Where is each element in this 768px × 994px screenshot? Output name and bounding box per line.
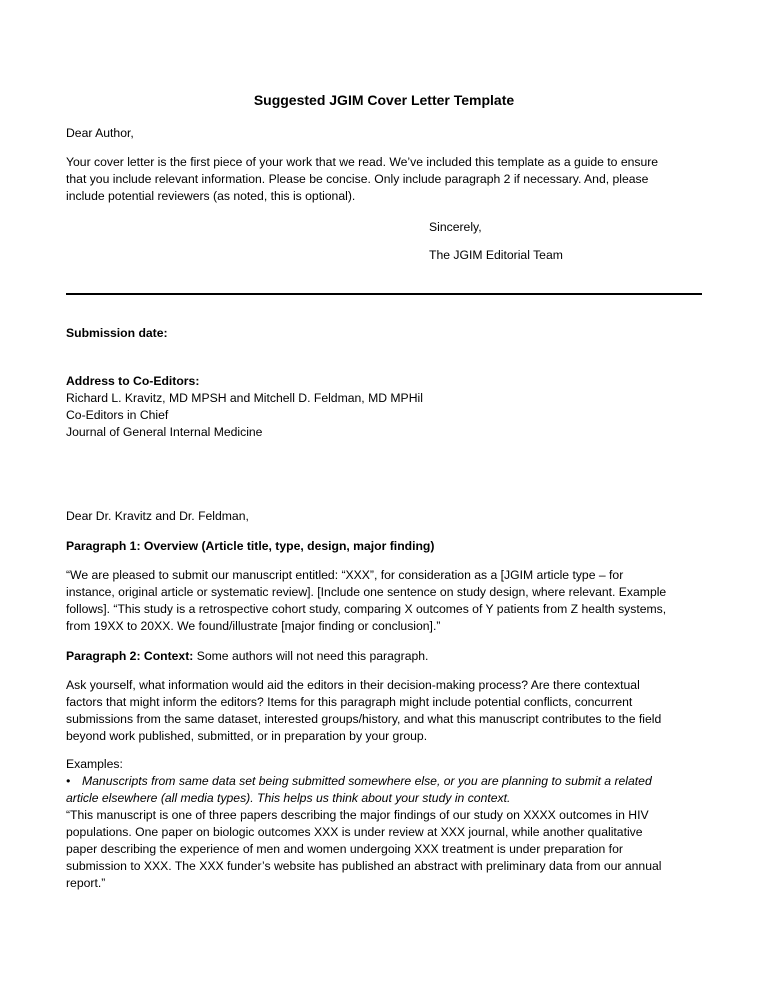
example-quote-line: populations. One paper on biologic outcomes XXX is under review at XXX journal, while another qualitative xyxy=(66,825,643,839)
example-quote-line: paper describing the experience of men and women undergoing XXX treatment is under preparation for xyxy=(66,842,623,856)
examples-label: Examples: xyxy=(66,757,123,771)
paragraph2-body xyxy=(66,677,706,745)
intro-line: that you include relevant information. Please be concise. Only include paragraph 2 if necessary. And, please xyxy=(66,172,649,186)
intro-paragraph xyxy=(66,154,706,205)
address-line: Richard L. Kravitz, MD MPSH and Mitchell D. Feldman, MD MPHil xyxy=(66,391,423,405)
address-block xyxy=(66,373,706,441)
paragraph1-line: from 19XX to 20XX. We found/illustrate [major finding or conclusion].” xyxy=(66,619,441,633)
bullet-icon: • xyxy=(66,774,71,788)
paragraph1-line: “We are pleased to submit our manuscript entitled: “XXX”, for consideration as a [JGIM article type – for xyxy=(66,568,624,582)
examples-block xyxy=(66,756,706,892)
document-title: Suggested JGIM Cover Letter Template xyxy=(253,92,515,108)
intro-line: include potential reviewers (as noted, this is optional). xyxy=(66,189,356,203)
signature: The JGIM Editorial Team xyxy=(429,248,563,262)
paragraph1-line: instance, original article or systematic review]. [Include one sentence on study design, where relevant. Example xyxy=(66,585,667,599)
paragraph2-line: beyond work published, submitted, or in preparation by your group. xyxy=(66,729,428,743)
address-line: Journal of General Internal Medicine xyxy=(66,425,263,439)
address-line: Co-Editors in Chief xyxy=(66,408,169,422)
divider-line xyxy=(66,293,702,295)
example-bullet-item xyxy=(66,773,706,790)
paragraph2-heading-row xyxy=(66,648,706,665)
closing: Sincerely, xyxy=(429,220,482,234)
paragraph2-line: factors that might inform the editors? Items for this paragraph might include potential conflicts, concurrent xyxy=(66,695,633,709)
salutation: Dear Dr. Kravitz and Dr. Feldman, xyxy=(66,509,249,523)
example-italic-line: article elsewhere (all media types). This helps us think about your study in context. xyxy=(66,791,511,805)
paragraph2-line: submissions from the same dataset, interested groups/history, and what this manuscript contributes to the field xyxy=(66,712,662,726)
example-quote-line: submission to XXX. The XXX funder’s website has published an abstract with preliminary data from our annual xyxy=(66,859,662,873)
example-quote-line: report.” xyxy=(66,876,106,890)
example-italic-line: Manuscripts from same data set being submitted somewhere else, or you are planning to submit a related xyxy=(82,774,652,788)
address-heading: Address to Co-Editors: xyxy=(66,374,200,388)
paragraph1-heading: Paragraph 1: Overview (Article title, type, design, major finding) xyxy=(66,539,435,553)
paragraph2-line: Ask yourself, what information would aid the editors in their decision-making process? Are there contextual xyxy=(66,678,640,692)
example-quote-line: “This manuscript is one of three papers describing the major findings of our study on XXXX outcomes in HIV xyxy=(66,808,649,822)
paragraph2-heading: Paragraph 2: Context: xyxy=(66,649,194,663)
paragraph1-line: follows]. “This study is a retrospective cohort study, comparing X outcomes of Y patients from Z health systems, xyxy=(66,602,667,616)
intro-line: Your cover letter is the first piece of your work that we read. We’ve included this template as a guide to ensure xyxy=(66,155,659,169)
paragraph2-heading-note: Some authors will not need this paragraph. xyxy=(193,649,429,663)
submission-date-label: Submission date: xyxy=(66,326,168,340)
paragraph1-body xyxy=(66,567,706,635)
greeting: Dear Author, xyxy=(66,126,134,140)
